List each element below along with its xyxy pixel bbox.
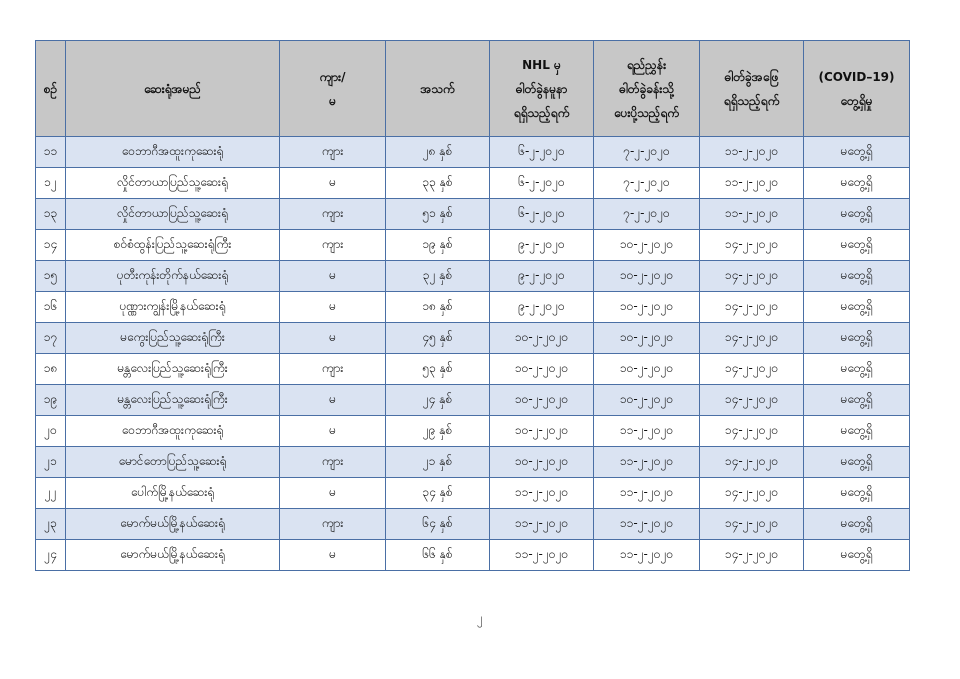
cell-sent-date: ၁၀-၂-၂၀၂၀: [594, 230, 700, 261]
cell-covid: မတွေ့ရှိ: [804, 292, 910, 323]
cell-result-date: ၁၄-၂-၂၀၂၀: [700, 509, 804, 540]
cell-age: ၂၉ နှစ်: [386, 416, 490, 447]
cell-hospital: ပုဏ္ဏားကျွန်းမြို့နယ်ဆေးရုံ: [66, 292, 280, 323]
cell-sample-date: ၉-၂-၂၀၂၀: [490, 230, 594, 261]
header-sent-date: ရည်ညွှန်း ဓါတ်ခွဲခန်းသို့ ပေးပို့သည့်ရက်: [594, 41, 700, 137]
cell-result-date: ၁၁-၂-၂၀၂၀: [700, 199, 804, 230]
header-sample-date: NHL မှ ဓါတ်ခွဲနမူနာ ရရှိသည့်ရက်: [490, 41, 594, 137]
table-row: [36, 478, 910, 509]
page-number: ၂: [477, 611, 483, 625]
header-result-date: ဓါတ်ခွဲအဖြေ ရရှိသည့်ရက်: [700, 41, 804, 137]
header-covid: (COVID–19) တွေ့ရှိမှု: [804, 41, 910, 137]
cell-result-date: ၁၄-၂-၂၀၂၀: [700, 385, 804, 416]
cell-sent-date: ၁၀-၂-၂၀၂၀: [594, 323, 700, 354]
cell-covid: မတွေ့ရှိ: [804, 137, 910, 168]
cell-hospital: လှိုင်တာယာပြည်သူ့ဆေးရုံ: [66, 199, 280, 230]
cell-sample-date: ၆-၂-၂၀၂၀: [490, 168, 594, 199]
cell-age: ၁၈ နှစ်: [386, 292, 490, 323]
cell-no: ၂၂: [36, 478, 66, 509]
cell-covid: မတွေ့ရှိ: [804, 478, 910, 509]
cell-sent-date: ၁၁-၂-၂၀၂၀: [594, 478, 700, 509]
cell-sample-date: ၁၀-၂-၂၀၂၀: [490, 323, 594, 354]
cell-no: ၁၄: [36, 230, 66, 261]
cell-sample-date: ၁၀-၂-၂၀၂၀: [490, 447, 594, 478]
table-row: [36, 292, 910, 323]
cell-covid: မတွေ့ရှိ: [804, 416, 910, 447]
cell-result-date: ၁၄-၂-၂၀၂၀: [700, 540, 804, 571]
table-row: [36, 168, 910, 199]
cell-no: ၂၀: [36, 416, 66, 447]
cell-sample-date: ၁၁-၂-၂၀၂၀: [490, 478, 594, 509]
table-row: [36, 509, 910, 540]
cell-sex: မ: [280, 478, 386, 509]
cell-result-date: ၁၁-၂-၂၀၂၀: [700, 137, 804, 168]
table-row: [36, 354, 910, 385]
cell-covid: မတွေ့ရှိ: [804, 261, 910, 292]
cell-sent-date: ၁၁-၂-၂၀၂၀: [594, 509, 700, 540]
cell-hospital: မောက်မယ်မြို့နယ်ဆေးရုံ: [66, 540, 280, 571]
cell-sent-date: ၁၁-၂-၂၀၂၀: [594, 416, 700, 447]
cell-age: ၂၁ နှစ်: [386, 447, 490, 478]
cell-sample-date: ၉-၂-၂၀၂၀: [490, 261, 594, 292]
cell-hospital: ပုတီးကုန်းတိုက်နယ်ဆေးရုံ: [66, 261, 280, 292]
cell-no: ၁၅: [36, 261, 66, 292]
table-row: [36, 137, 910, 168]
cell-sample-date: ၁၀-၂-၂၀၂၀: [490, 385, 594, 416]
cell-no: ၁၆: [36, 292, 66, 323]
cell-sex: မ: [280, 540, 386, 571]
cell-age: ၃၃ နှစ်: [386, 168, 490, 199]
header-age: အသက်: [386, 41, 490, 137]
cell-sent-date: ၁၀-၂-၂၀၂၀: [594, 261, 700, 292]
cell-result-date: ၁၄-၂-၂၀၂၀: [700, 416, 804, 447]
cell-sex: မ: [280, 168, 386, 199]
cell-hospital: မောက်မယ်မြို့နယ်ဆေးရုံ: [66, 509, 280, 540]
cell-sex: မ: [280, 323, 386, 354]
table-row: [36, 323, 910, 354]
cell-age: ၂၈ နှစ်: [386, 137, 490, 168]
table-row: [36, 540, 910, 571]
cell-no: ၁၃: [36, 199, 66, 230]
cell-sex: မ: [280, 416, 386, 447]
cell-sample-date: ၁၁-၂-၂၀၂၀: [490, 540, 594, 571]
cell-no: ၁၂: [36, 168, 66, 199]
cell-sample-date: ၁၀-၂-၂၀၂၀: [490, 354, 594, 385]
cell-sample-date: ၁၀-၂-၂၀၂၀: [490, 416, 594, 447]
cell-age: ၆၄ နှစ်: [386, 509, 490, 540]
cell-sex: ကျား: [280, 509, 386, 540]
cell-age: ၃၂ နှစ်: [386, 261, 490, 292]
cell-covid: မတွေ့ရှိ: [804, 323, 910, 354]
cell-hospital: လှိုင်တာယာပြည်သူ့ဆေးရုံ: [66, 168, 280, 199]
table-row: [36, 416, 910, 447]
cell-age: ၄၅ နှစ်: [386, 323, 490, 354]
cell-covid: မတွေ့ရှိ: [804, 509, 910, 540]
cell-sex: ကျား: [280, 447, 386, 478]
cell-result-date: ၁၄-၂-၂၀၂၀: [700, 230, 804, 261]
cell-sent-date: ၁၀-၂-၂၀၂၀: [594, 354, 700, 385]
cell-no: ၂၄: [36, 540, 66, 571]
header-hospital: ဆေးရုံအမည်: [66, 41, 280, 137]
cell-hospital: မန္တလေးပြည်သူ့ဆေးရုံကြီး: [66, 385, 280, 416]
cell-result-date: ၁၄-၂-၂၀၂၀: [700, 323, 804, 354]
cell-sex: မ: [280, 292, 386, 323]
cell-age: ၃၄ နှစ်: [386, 478, 490, 509]
covid-test-results-table: [35, 40, 910, 571]
cell-age: ၁၉ နှစ်: [386, 230, 490, 261]
cell-no: ၁၉: [36, 385, 66, 416]
cell-result-date: ၁၄-၂-၂၀၂၀: [700, 292, 804, 323]
cell-covid: မတွေ့ရှိ: [804, 354, 910, 385]
table-row: [36, 261, 910, 292]
cell-hospital: မကွေးပြည်သူ့ဆေးရုံကြီး: [66, 323, 280, 354]
table-header-row: [36, 41, 910, 137]
cell-sent-date: ၁၁-၂-၂၀၂၀: [594, 447, 700, 478]
cell-sample-date: ၁၁-၂-၂၀၂၀: [490, 509, 594, 540]
cell-sent-date: ၁၁-၂-၂၀၂၀: [594, 540, 700, 571]
cell-result-date: ၁၄-၂-၂၀၂၀: [700, 261, 804, 292]
cell-result-date: ၁၄-၂-၂၀၂၀: [700, 447, 804, 478]
table-row: [36, 385, 910, 416]
cell-no: ၂၃: [36, 509, 66, 540]
cell-sample-date: ၆-၂-၂၀၂၀: [490, 137, 594, 168]
header-sex: ကျား/ မ: [280, 41, 386, 137]
cell-result-date: ၁၄-၂-၂၀၂၀: [700, 354, 804, 385]
cell-no: ၁၇: [36, 323, 66, 354]
cell-covid: မတွေ့ရှိ: [804, 540, 910, 571]
cell-covid: မတွေ့ရှိ: [804, 199, 910, 230]
cell-hospital: မန္တလေးပြည်သူ့ဆေးရုံကြီး: [66, 354, 280, 385]
cell-hospital: ဝေဘာဂီအထူးကုဆေးရုံ: [66, 416, 280, 447]
cell-age: ၅၃ နှစ်: [386, 354, 490, 385]
cell-covid: မတွေ့ရှိ: [804, 230, 910, 261]
cell-covid: မတွေ့ရှိ: [804, 385, 910, 416]
cell-age: ၅၁ နှစ်: [386, 199, 490, 230]
cell-sample-date: ၉-၂-၂၀၂၀: [490, 292, 594, 323]
cell-sent-date: ၁၀-၂-၂၀၂၀: [594, 385, 700, 416]
cell-result-date: ၁၁-၂-၂၀၂၀: [700, 168, 804, 199]
cell-hospital: ဝေဘာဂီအထူးကုဆေးရုံ: [66, 137, 280, 168]
cell-no: ၁၁: [36, 137, 66, 168]
cell-sex: ကျား: [280, 137, 386, 168]
cell-sex: မ: [280, 261, 386, 292]
cell-sex: မ: [280, 385, 386, 416]
cell-no: ၁၈: [36, 354, 66, 385]
cell-age: ၂၄ နှစ်: [386, 385, 490, 416]
cell-sex: ကျား: [280, 230, 386, 261]
cell-sent-date: ၇-၂-၂၀၂၀: [594, 168, 700, 199]
cell-sex: ကျား: [280, 199, 386, 230]
cell-sent-date: ၁၀-၂-၂၀၂၀: [594, 292, 700, 323]
table-row: [36, 447, 910, 478]
cell-hospital: ပေါက်မြို့နယ်ဆေးရုံ: [66, 478, 280, 509]
cell-sent-date: ၇-၂-၂၀၂၀: [594, 137, 700, 168]
cell-covid: မတွေ့ရှိ: [804, 168, 910, 199]
cell-hospital: စဝ်စံထွန်းပြည်သူ့ဆေးရုံကြီး: [66, 230, 280, 261]
table-row: [36, 199, 910, 230]
table-row: [36, 230, 910, 261]
cell-age: ၆၆ နှစ်: [386, 540, 490, 571]
header-no: စဉ်: [36, 41, 66, 137]
cell-sent-date: ၇-၂-၂၀၂၀: [594, 199, 700, 230]
cell-covid: မတွေ့ရှိ: [804, 447, 910, 478]
cell-sample-date: ၆-၂-၂၀၂၀: [490, 199, 594, 230]
cell-hospital: မောင်တောပြည်သူ့ဆေးရုံ: [66, 447, 280, 478]
cell-no: ၂၁: [36, 447, 66, 478]
cell-result-date: ၁၄-၂-၂၀၂၀: [700, 478, 804, 509]
cell-sex: ကျား: [280, 354, 386, 385]
